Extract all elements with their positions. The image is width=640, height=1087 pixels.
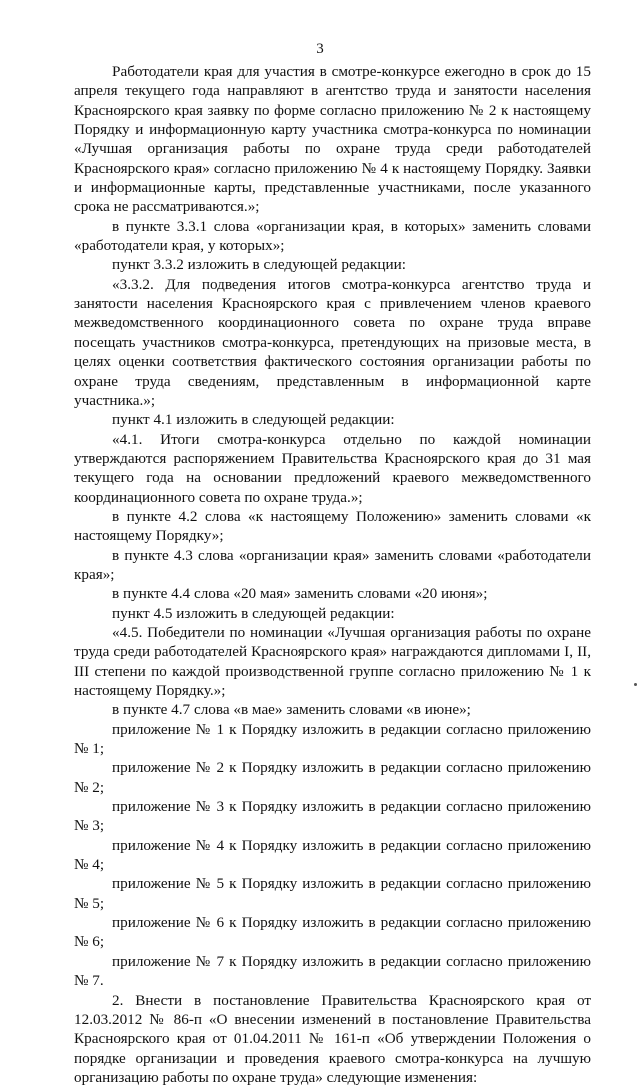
scan-artifact-dot <box>634 683 637 686</box>
paragraph-appendix-7: приложение № 7 к Порядку изложить в редакции согласно приложению № 7. <box>74 952 591 991</box>
paragraph-4-1-text: «4.1. Итоги смотра-конкурса отдельно по каждой номинации утверждаются распоряжением Правительства Красноярского края до 31 мая текущего года на основании предложений краевого межведомственного координационного совета по охране труда.»; <box>74 430 591 507</box>
paragraph-4-7: в пункте 4.7 слова «в мае» заменить словами «в июне»; <box>74 700 591 719</box>
paragraph-appendix-5: приложение № 5 к Порядку изложить в редакции согласно приложению № 5; <box>74 874 591 913</box>
paragraph-intro: Работодатели края для участия в смотре-конкурсе ежегодно в срок до 15 апреля текущего года направляют в агентство труда и занятости населения Красноярского края заявку по форме согласно приложению № 2 к настоящему Порядку и информационную карту участника смотра-конкурса по номинации «Лучшая организация работы по охране труда среди работодателей Красноярского края» согласно приложению № 4 к настоящему Порядку. Заявки и информационные карты, представленные участниками, после указанного срока не рассматриваются.»; <box>74 62 591 217</box>
paragraph-appendix-3: приложение № 3 к Порядку изложить в редакции согласно приложению № 3; <box>74 797 591 836</box>
paragraph-3-3-2-heading: пункт 3.3.2 изложить в следующей редакции: <box>74 255 591 274</box>
paragraph-4-3: в пункте 4.3 слова «организации края» заменить словами «работодатели края»; <box>74 546 591 585</box>
paragraph-4-5-heading: пункт 4.5 изложить в следующей редакции: <box>74 604 591 623</box>
page-number: 3 <box>0 40 640 58</box>
paragraph-appendix-2: приложение № 2 к Порядку изложить в редакции согласно приложению № 2; <box>74 758 591 797</box>
paragraph-4-4: в пункте 4.4 слова «20 мая» заменить словами «20 июня»; <box>74 584 591 603</box>
paragraph-4-1-heading: пункт 4.1 изложить в следующей редакции: <box>74 410 591 429</box>
paragraph-4-5-text: «4.5. Победители по номинации «Лучшая организация работы по охране труда среди работодателей Красноярского края» награждаются дипломами I, II, III степени по каждой производственной группе согласно приложению № 1 к настоящему Порядку.»; <box>74 623 591 700</box>
paragraph-appendix-6: приложение № 6 к Порядку изложить в редакции согласно приложению № 6; <box>74 913 591 952</box>
document-body <box>74 62 591 1087</box>
paragraph-3-3-2-text: «3.3.2. Для подведения итогов смотра-конкурса агентство труда и занятости населения Красноярского края с привлечением членов краевого межведомственного координационного совета по охране труда вправе посещать участников смотра-конкурса, претендующих на призовые места, в целях оценки соответствия фактического состояния организации работы по охране труда сведениям, представленным в информационной карте участника.»; <box>74 275 591 410</box>
paragraph-appendix-4: приложение № 4 к Порядку изложить в редакции согласно приложению № 4; <box>74 836 591 875</box>
paragraph-item-2: 2. Внести в постановление Правительства Красноярского края от 12.03.2012 № 86-п «О внесении изменений в постановление Правительства Красноярского края от 01.04.2011 № 161-п «Об утверждении Положения о порядке организации и проведения краевого смотра-конкурса на лучшую организацию работы по охране труда» следующие изменения: <box>74 991 591 1087</box>
paragraph-4-2: в пункте 4.2 слова «к настоящему Положению» заменить словами «к настоящему Порядку»; <box>74 507 591 546</box>
paragraph-appendix-1: приложение № 1 к Порядку изложить в редакции согласно приложению № 1; <box>74 720 591 759</box>
paragraph-3-3-1: в пункте 3.3.1 слова «организации края, в которых» заменить словами «работодатели края, у которых»; <box>74 217 591 256</box>
